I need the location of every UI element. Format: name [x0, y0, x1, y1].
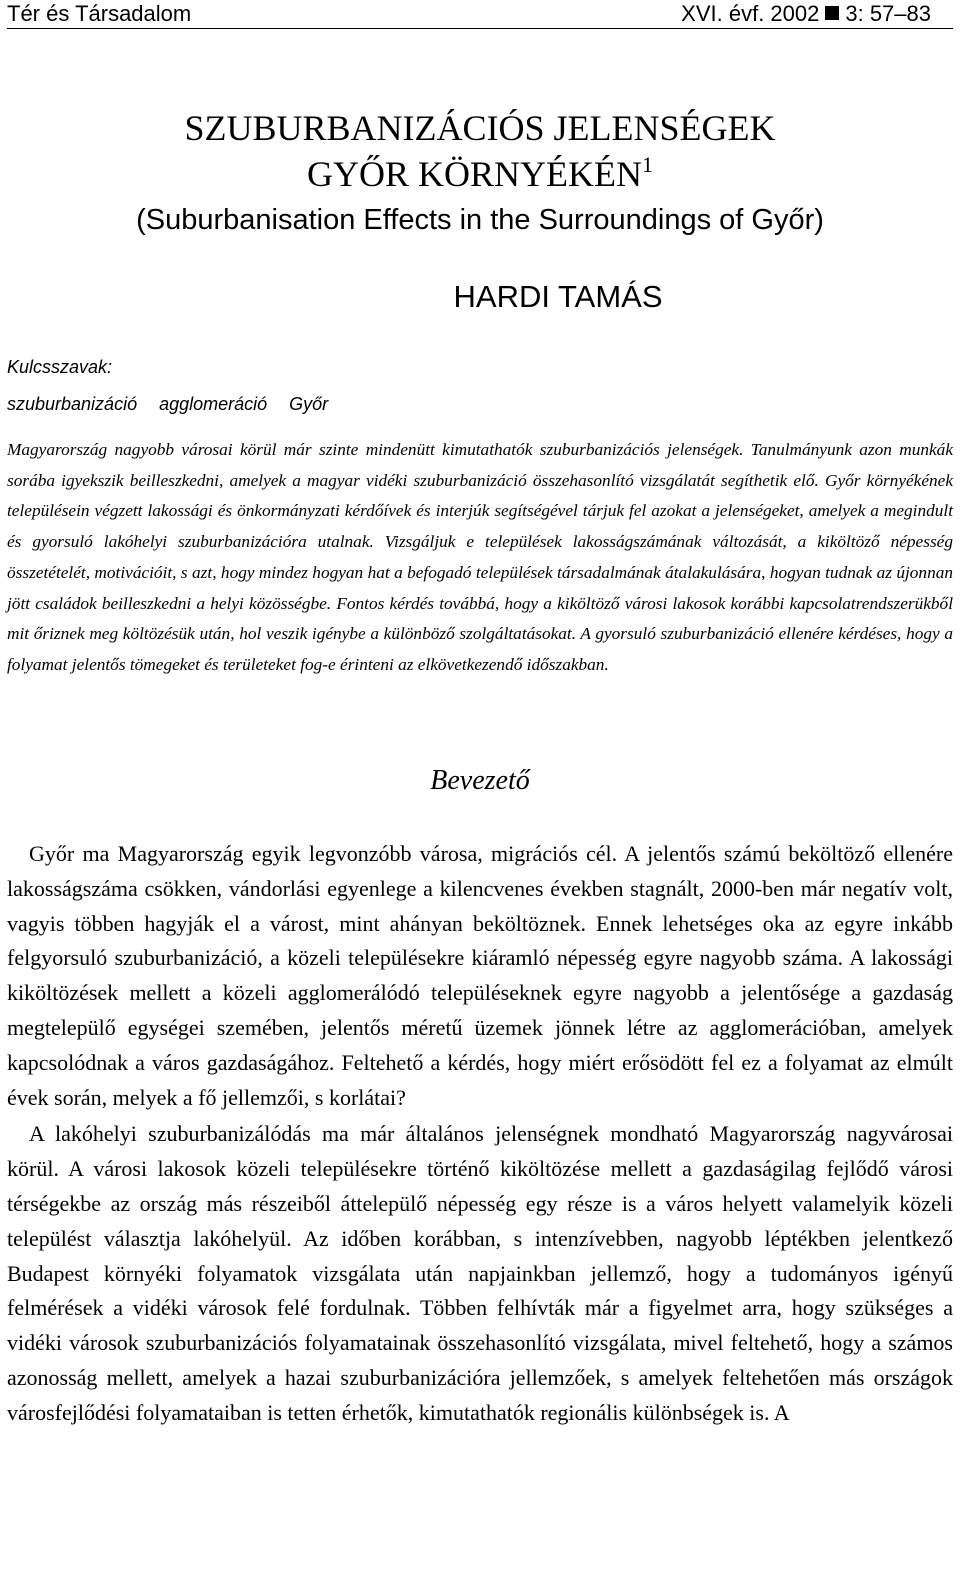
section-body	[7, 837, 953, 1431]
abstract	[7, 435, 953, 681]
keyword-item: agglomeráció	[159, 394, 268, 414]
keywords-label: Kulcsszavak:	[7, 357, 113, 377]
keywords-list	[7, 392, 350, 416]
author-name: HARDI TAMÁS	[453, 279, 663, 314]
keyword-item: szuburbanizáció	[7, 394, 138, 414]
body-paragraph: A lakóhelyi szuburbanizálódás ma már általános jelenségnek mondható Magyarország nagyvárosai körül. A városi lakosok közeli településekre történő kiköltözése mellett a gazdaságilag fejlődő városi térségekbe az ország más részeiből áttelepülő népesség egy része is a város helyett valamelyik közeli települést választja lakóhelyül. Az időben korábban, s intenzívebben, nagyobb léptékben jelentkező Budapest környéki folyamatok vizsgálata után napjainkban jellemző, hogy a tudományos igényű felmérések a vidéki városok felé fordulnak. Többen felhívták már a figyelmet arra, hogy szükséges a vidéki városok szuburbanizációs folyamatainak összehasonlító vizsgálata, mivel feltehető, hogy a számos azonosság mellett, amelyek a hazai szuburbanizációra jellemzőek, s amelyek feltehetően más országok városfejlődési folyamataiban is tetten érhetők, kimutathatók regionális különbségek is. A	[7, 1121, 953, 1425]
article-subtitle: (Suburbanisation Effects in the Surroundings of Győr)	[136, 204, 824, 236]
section-heading: Bevezető	[430, 765, 530, 796]
abstract-text: Magyarország nagyobb városai körül már szinte mindenütt kimutathatók szuburbanizációs jelenségek. Tanulmányunk azon munkák sorába igyekszik beilleszkedni, amelyek a magyar vidéki szuburbanizáció összehasonlító vizsgálatát segíthetik elő. Győr környékének településein végzett lakossági és önkormányzati kérdőívek és interjúk segítségével tárjuk fel azokat a jelenségeket, amelyek a megindult és gyorsuló lakóhelyi szuburbanizációra utalnak. Vizsgáljuk e települések lakosságszámának változását, a kiköltöző népesség összetételét, motivációit, s azt, hogy mindez hogyan hat a befogadó települések társadalmának átalakulására, hogyan tudnak az újonnan jött családok beilleszkedni a helyi közösségbe. Fontos kérdés továbbá, hogy a kiköltöző városi lakosok korábbi kapcsolatrendszerükből mit őriznek meg költözésük után, hol veszik igénybe a különböző szolgáltatásokat. A gyorsuló szuburbanizáció ellenére kérdéses, hogy a folyamat jelentős tömegeket és területeket fog-e érinteni az elkövetkezendő időszakban.	[7, 440, 953, 674]
article-title-text: GYŐR KÖRNYÉKÉN	[307, 154, 642, 194]
article-title-line-1: SZUBURBANIZÁCIÓS JELENSÉGEK	[184, 108, 776, 148]
article-title-line-2	[7, 151, 953, 197]
journal-name: Tér és Társadalom	[7, 1, 192, 26]
issue-volume-year: XVI. évf. 2002	[681, 1, 820, 26]
black-square-icon	[825, 6, 839, 20]
running-head	[7, 0, 953, 29]
article-author	[7, 277, 953, 317]
issue-number-pages: 3: 57–83	[845, 1, 931, 26]
footnote-marker: 1	[642, 152, 653, 177]
issue-info	[681, 0, 931, 28]
body-paragraph: Győr ma Magyarország egyik legvonzóbb városa, migrációs cél. A jelentős számú beköltöző ellenére lakosságszáma csökken, vándorlási egyenlege a kilencvenes években stagnált, 2000-ben már negatív volt, vagyis többen hagyják el a várost, mint ahányan beköltöznek. Ennek lehetséges oka az egyre inkább felgyorsuló szuburbanizáció, a közeli településekre kiáramló népesség egyre nagyobb száma. A lakossági kiköltözések mellett a közeli agglomerálódó településeknek egyre nagyobb a jelentősége a gazdaság megtelepülő egységei szemében, jelentős méretű üzemek jönnek létre az agglomerációban, amelyek kapcsolódnak a város gazdaságához. Feltehető a kérdés, hogy miért erősödött fel ez a folyamat az elmúlt évek során, melyek a fő jellemzői, s korlátai?	[7, 841, 953, 1110]
keyword-item: Győr	[289, 394, 329, 414]
